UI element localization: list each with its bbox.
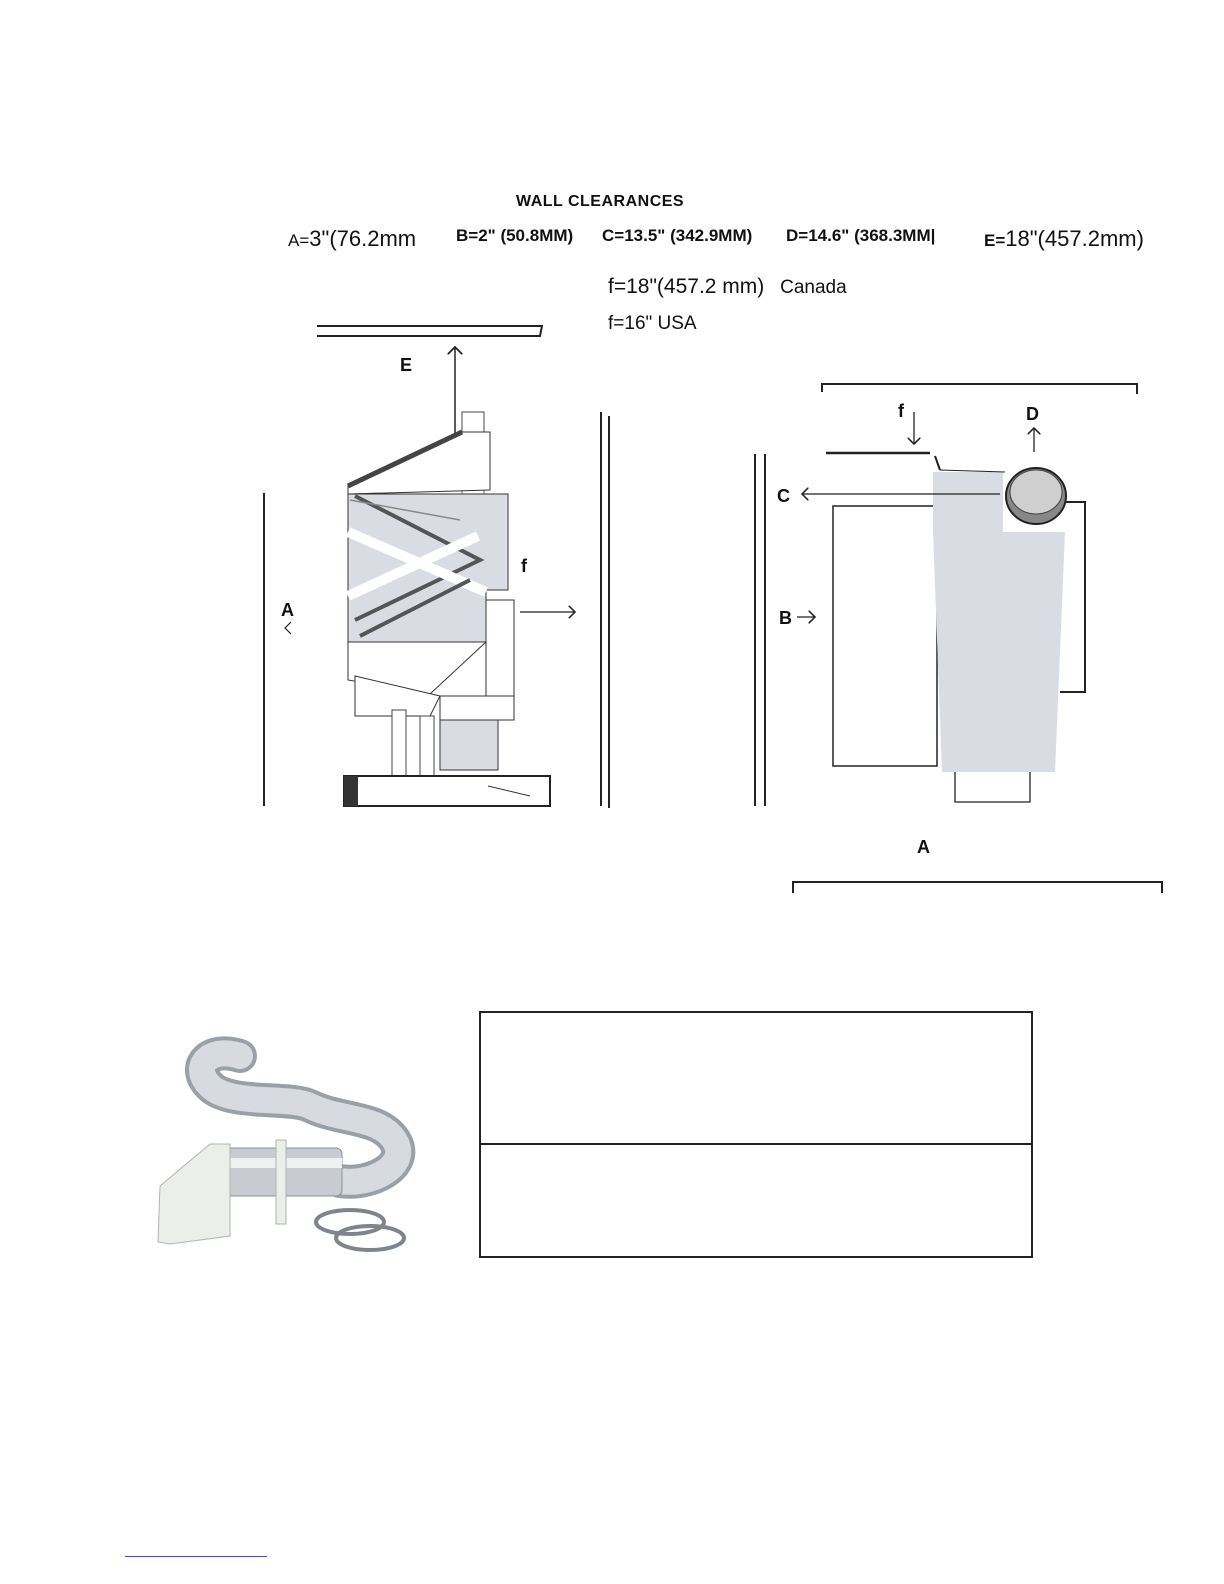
spec-e-prefix: E= [984, 231, 1006, 250]
label-a-front: A [917, 837, 930, 857]
label-f-front: f [898, 401, 904, 421]
info-box-top [479, 1011, 1033, 1145]
spec-a-prefix: A= [288, 231, 310, 250]
hose-clamp [336, 1226, 404, 1250]
appliance-box [486, 600, 514, 696]
spec-e-value: 18"(457.2mm) [1005, 226, 1144, 251]
vent-hood [158, 1144, 230, 1244]
label-e: E [400, 355, 413, 375]
front-ceiling-bracket [822, 384, 1137, 394]
label-c: C [777, 486, 790, 506]
side-ceiling-line [317, 326, 542, 336]
stove-front-body [933, 532, 1065, 772]
f-canada-label: Canada [780, 277, 847, 298]
label-a-side: A [281, 600, 294, 620]
vent-kit-illustration [150, 1036, 420, 1276]
front-floor-bracket [793, 882, 1162, 893]
back-panel [833, 506, 937, 766]
f-usa-note: f=16" USA [608, 313, 697, 334]
label-f-side: f [521, 556, 527, 576]
f-canada-value: f=18"(457.2 mm) [608, 275, 765, 298]
spec-b-text: B=2" (50.8MM) [456, 226, 574, 245]
footnote-rule [125, 1556, 267, 1557]
hose-clamp [316, 1210, 384, 1234]
label-d: D [1026, 404, 1039, 424]
spec-d-text: D=14.6" (368.3MM| [786, 226, 936, 245]
flue-pipe [462, 412, 484, 434]
front-view [755, 384, 1162, 893]
info-box-bottom [479, 1143, 1033, 1258]
label-b: B [779, 608, 792, 628]
side-view [264, 326, 609, 808]
hopper-top [348, 432, 490, 494]
spec-c-text: C=13.5" (342.9MM) [602, 226, 753, 245]
stove-base [344, 776, 550, 806]
spec-a-value: 3"(76.2mm [309, 226, 417, 251]
wall-clearances-title: WALL CLEARANCES [516, 193, 685, 210]
